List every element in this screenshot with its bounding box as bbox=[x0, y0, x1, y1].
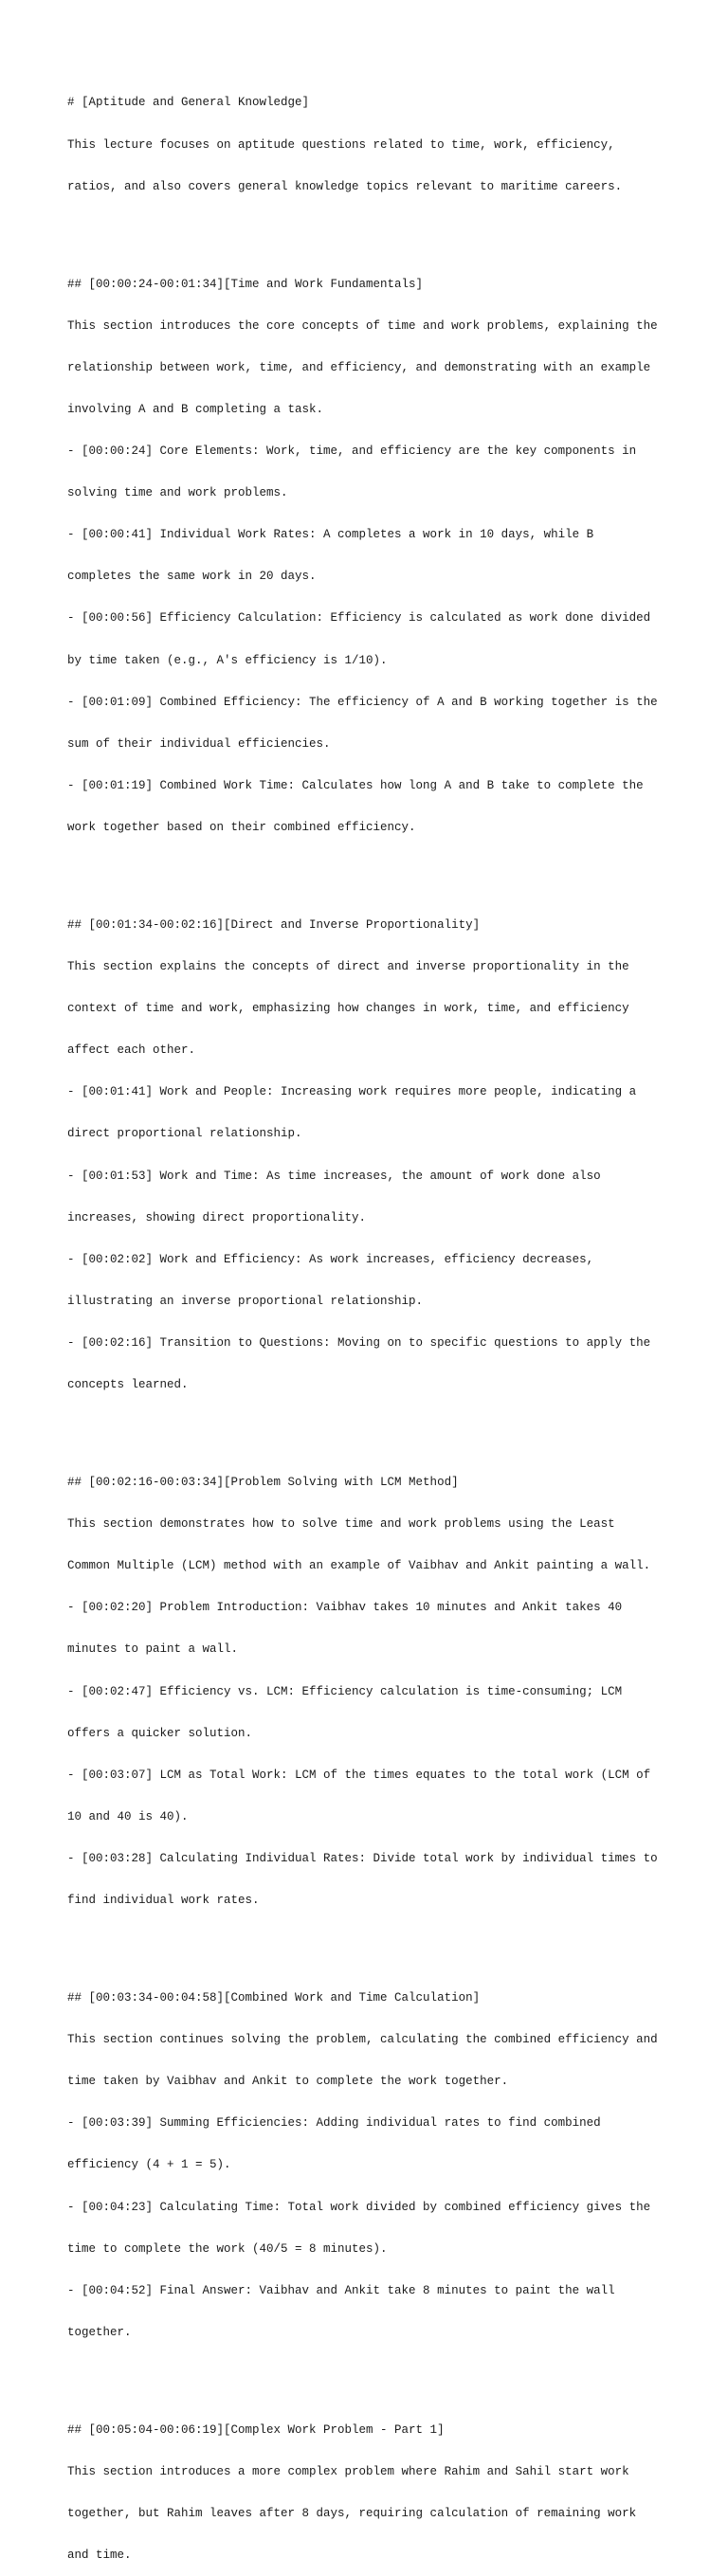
section-line: efficiency (4 + 1 = 5). bbox=[67, 2158, 231, 2172]
document-body bbox=[67, 68, 674, 2576]
section-line: completes the same work in 20 days. bbox=[67, 570, 317, 584]
section-line: minutes to paint a wall. bbox=[67, 1642, 239, 1657]
section-line: involving A and B completing a task. bbox=[67, 402, 324, 416]
intro-line: ratios, and also covers general knowledge topics relevant to maritime careers. bbox=[67, 179, 623, 193]
section-line: find individual work rates. bbox=[67, 1894, 260, 1908]
section-line: This section demonstrates how to solve time and work problems using the Least bbox=[67, 1517, 615, 1532]
section-heading: ## [00:01:34-00:02:16][Direct and Inverse Proportionality] bbox=[67, 917, 481, 932]
section-line: - [00:02:16] Transition to Questions: Moving on to specific questions to apply the bbox=[67, 1335, 651, 1350]
paragraph-gap bbox=[67, 1420, 674, 1434]
section-heading: ## [00:00:24-00:01:34][Time and Work Fundamentals] bbox=[67, 277, 424, 291]
section-line: time taken by Vaibhav and Ankit to complete the work together. bbox=[67, 2075, 509, 2089]
section-line: relationship between work, time, and efficiency, and demonstrating with an example bbox=[67, 360, 651, 374]
paragraph-gap bbox=[67, 862, 674, 877]
paragraph-gap bbox=[67, 1935, 674, 1950]
section-line: - [00:03:28] Calculating Individual Rates: Divide total work by individual times to bbox=[67, 1851, 658, 1865]
section-line: This section introduces a more complex problem where Rahim and Sahil start work bbox=[67, 2464, 629, 2478]
section-line: illustrating an inverse proportional relationship. bbox=[67, 1294, 424, 1308]
section-line: - [00:00:41] Individual Work Rates: A completes a work in 10 days, while B bbox=[67, 528, 594, 542]
section-line: - [00:02:20] Problem Introduction: Vaibhav takes 10 minutes and Ankit takes 40 bbox=[67, 1601, 623, 1615]
section-line: and time. bbox=[67, 2549, 132, 2563]
section-line: - [00:04:52] Final Answer: Vaibhav and Ankit take 8 minutes to paint the wall bbox=[67, 2283, 615, 2297]
section-line: increases, showing direct proportionality. bbox=[67, 1210, 367, 1225]
section-line: 10 and 40 is 40). bbox=[67, 1809, 189, 1823]
intro-line: This lecture focuses on aptitude questions related to time, work, efficiency, bbox=[67, 137, 615, 152]
section-line: - [00:01:53] Work and Time: As time increases, the amount of work done also bbox=[67, 1169, 601, 1183]
section-heading: ## [00:05:04-00:06:19][Complex Work Problem - Part 1] bbox=[67, 2422, 445, 2437]
section-line: solving time and work problems. bbox=[67, 486, 288, 500]
paragraph-gap bbox=[67, 2367, 674, 2382]
section-line: - [00:01:09] Combined Efficiency: The efficiency of A and B working together is the bbox=[67, 695, 658, 709]
section-line: - [00:02:47] Efficiency vs. LCM: Efficiency calculation is time-consuming; LCM bbox=[67, 1684, 623, 1698]
section-line: - [00:01:19] Combined Work Time: Calculates how long A and B take to complete the bbox=[67, 778, 644, 792]
section-line: - [00:04:23] Calculating Time: Total work divided by combined efficiency gives the bbox=[67, 2200, 651, 2214]
section-line: This section introduces the core concepts of time and work problems, explaining the bbox=[67, 318, 658, 333]
section-line: - [00:03:07] LCM as Total Work: LCM of the times equates to the total work (LCM of bbox=[67, 1768, 651, 1782]
section-line: - [00:00:24] Core Elements: Work, time, and efficiency are the key components in bbox=[67, 444, 637, 458]
section-line: concepts learned. bbox=[67, 1378, 189, 1392]
section-line: - [00:03:39] Summing Efficiencies: Adding individual rates to find combined bbox=[67, 2116, 601, 2131]
section-line: sum of their individual efficiencies. bbox=[67, 736, 331, 751]
document-title: # [Aptitude and General Knowledge] bbox=[67, 96, 310, 110]
section-line: Common Multiple (LCM) method with an example of Vaibhav and Ankit painting a wall. bbox=[67, 1559, 651, 1573]
section-line: direct proportional relationship. bbox=[67, 1127, 302, 1141]
section-heading: ## [00:03:34-00:04:58][Combined Work and Time Calculation] bbox=[67, 1990, 481, 2005]
section-line: time to complete the work (40/5 = 8 minutes). bbox=[67, 2241, 388, 2256]
section-line: context of time and work, emphasizing how changes in work, time, and efficiency bbox=[67, 1002, 629, 1016]
section-line: - [00:02:02] Work and Efficiency: As work increases, efficiency decreases, bbox=[67, 1252, 594, 1266]
section-line: offers a quicker solution. bbox=[67, 1726, 253, 1740]
section-line: work together based on their combined efficiency. bbox=[67, 820, 416, 834]
section-line: together, but Rahim leaves after 8 days, requiring calculation of remaining work bbox=[67, 2506, 637, 2520]
section-line: - [00:00:56] Efficiency Calculation: Efficiency is calculated as work done divided bbox=[67, 611, 651, 626]
section-heading: ## [00:02:16-00:03:34][Problem Solving with LCM Method] bbox=[67, 1475, 459, 1489]
section-line: by time taken (e.g., A's efficiency is 1/10). bbox=[67, 653, 388, 667]
section-line: affect each other. bbox=[67, 1043, 196, 1058]
paragraph-gap bbox=[67, 222, 674, 236]
section-line: This section explains the concepts of direct and inverse proportionality in the bbox=[67, 959, 629, 973]
section-line: This section continues solving the problem, calculating the combined efficiency and bbox=[67, 2033, 658, 2047]
section-line: - [00:01:41] Work and People: Increasing work requires more people, indicating a bbox=[67, 1085, 637, 1099]
section-line: together. bbox=[67, 2325, 132, 2339]
